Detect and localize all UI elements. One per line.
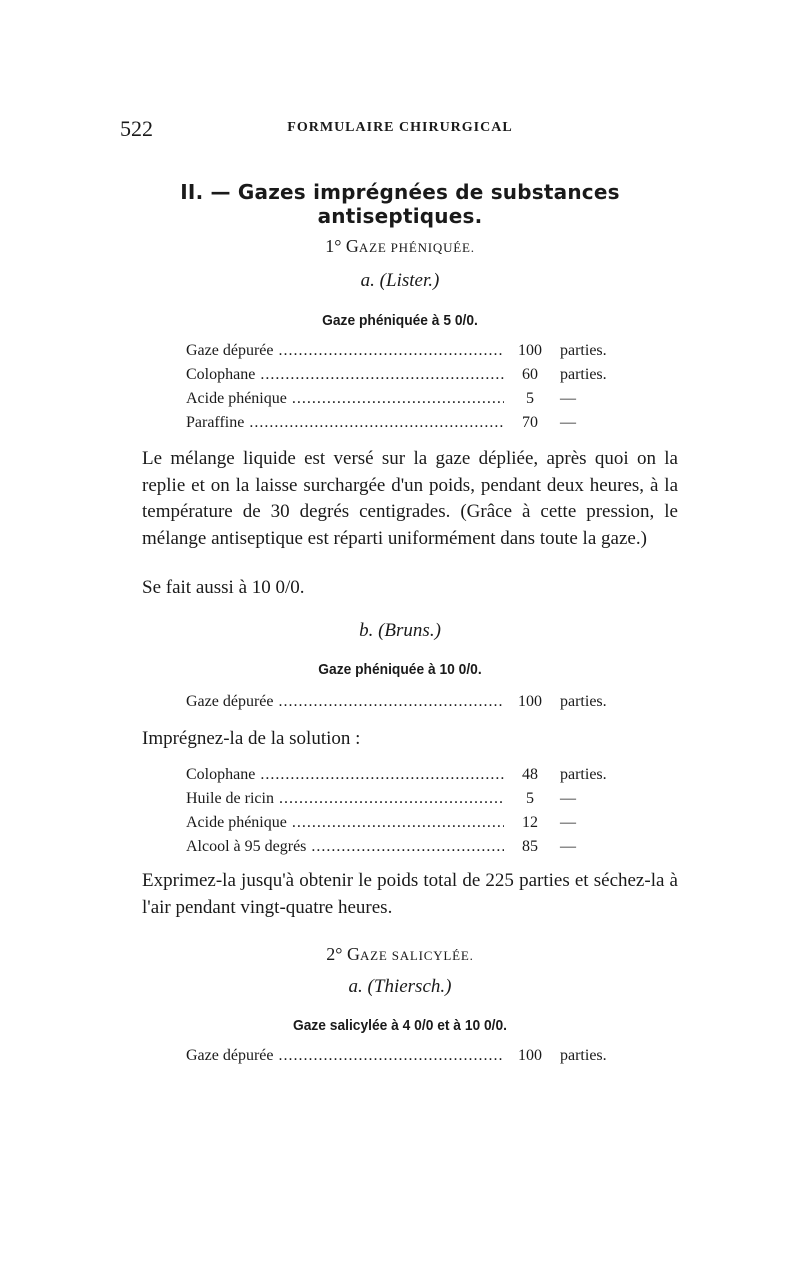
recipe-row: [186, 763, 626, 787]
subsection-heading-prefix: 1° G: [325, 236, 359, 256]
ingredient-name: Acide phénique .....: [186, 387, 504, 411]
ingredient-quantity: 60: [522, 366, 538, 383]
instruction-impregnate: Imprégnez-la de la solution :: [142, 728, 361, 749]
running-title: FORMULAIRE CHIRURGICAL: [287, 120, 513, 135]
ingredient-name: Gaze dépurée .....: [186, 339, 504, 363]
recipe-title-salicylee: Gaze salicylée à 4 0/0 et à 10 0/0.: [292, 1017, 508, 1034]
variant-label-lister: a. (Lister.): [360, 270, 440, 291]
ingredient-unit: —: [560, 390, 576, 407]
ingredient-unit: —: [560, 790, 576, 807]
ingredient-quantity: 5: [526, 390, 534, 407]
ingredient-unit: parties.: [560, 693, 607, 710]
recipe-row: [186, 1044, 626, 1068]
ingredient-unit: —: [560, 414, 576, 431]
ingredient-unit: parties.: [560, 366, 607, 383]
ingredient-quantity: 12: [522, 814, 538, 831]
ingredient-name: Alcool à 95 degrés .....: [186, 835, 504, 859]
ingredient-quantity: 70: [522, 414, 538, 431]
recipe-row: [186, 811, 626, 835]
ingredient-quantity: 100: [518, 342, 542, 359]
ingredient-quantity: 100: [518, 693, 542, 710]
recipe-table-thiersch: [186, 1044, 626, 1068]
ingredient-name: Gaze dépurée .....: [186, 1044, 504, 1068]
ingredient-quantity: 100: [518, 1047, 542, 1064]
subsection-heading-phenique: [120, 236, 680, 257]
ingredient-quantity: 5: [526, 790, 534, 807]
ingredient-unit: parties.: [560, 1047, 607, 1064]
ingredient-name: Colophane .....: [186, 363, 504, 387]
ingredient-name: Acide phénique .....: [186, 811, 504, 835]
ingredient-unit: —: [560, 814, 576, 831]
recipe-table-lister: [186, 339, 626, 435]
page-number: 522: [120, 116, 153, 141]
ingredient-unit: parties.: [560, 342, 607, 359]
recipe-row: [186, 835, 626, 859]
recipe-title-phenique-5: Gaze phéniquée à 5 0/0.: [322, 312, 478, 329]
recipe-title-phenique-10: Gaze phéniquée à 10 0/0.: [318, 661, 482, 678]
recipe-row: [186, 387, 626, 411]
subsection-heading-prefix: 2° G: [326, 944, 360, 964]
ingredient-name: Huile de ricin .....: [186, 787, 504, 811]
recipe-row: [186, 363, 626, 387]
recipe-row: [186, 690, 626, 714]
section-heading: II. — Gazes imprégnées de substances antiseptiques.: [180, 180, 620, 228]
ingredient-quantity: 85: [522, 838, 538, 855]
ingredient-quantity: 48: [522, 766, 538, 783]
subsection-heading-rest: AZE SALICYLÉE.: [359, 948, 474, 963]
ingredient-name: Paraffine .....: [186, 411, 504, 435]
recipe-row: [186, 339, 626, 363]
subsection-heading-salicylee: [120, 944, 680, 965]
variant-label-bruns: b. (Bruns.): [359, 620, 441, 641]
recipe-table-solution: [186, 763, 626, 859]
ingredient-unit: parties.: [560, 766, 607, 783]
variant-label-thiersch: a. (Thiersch.): [348, 976, 452, 997]
note-ten-percent: Se fait aussi à 10 0/0.: [142, 577, 305, 598]
recipe-row: [186, 411, 626, 435]
ingredient-name: Colophane .....: [186, 763, 504, 787]
ingredient-name: Gaze dépurée .....: [186, 690, 504, 714]
subsection-heading-rest: AZE PHÉNIQUÉE.: [358, 240, 475, 255]
recipe-table-bruns: [186, 690, 626, 714]
paragraph-lister-method: Le mélange liquide est versé sur la gaze dépliée, après quoi on la replie et on la laisse surchargée d'un poids, pendant deux heures, à la température de 30 degrés centigrades. (Grâce à cette pression, le mélange antiseptique est réparti uniformément dans toute la gaze.): [142, 448, 678, 549]
recipe-row: [186, 787, 626, 811]
paragraph-bruns-method: Exprimez-la jusqu'à obtenir le poids total de 225 parties et séchez-la à l'air pendant vingt-quatre heures.: [142, 870, 678, 918]
ingredient-unit: —: [560, 838, 576, 855]
page-header: [120, 116, 680, 142]
